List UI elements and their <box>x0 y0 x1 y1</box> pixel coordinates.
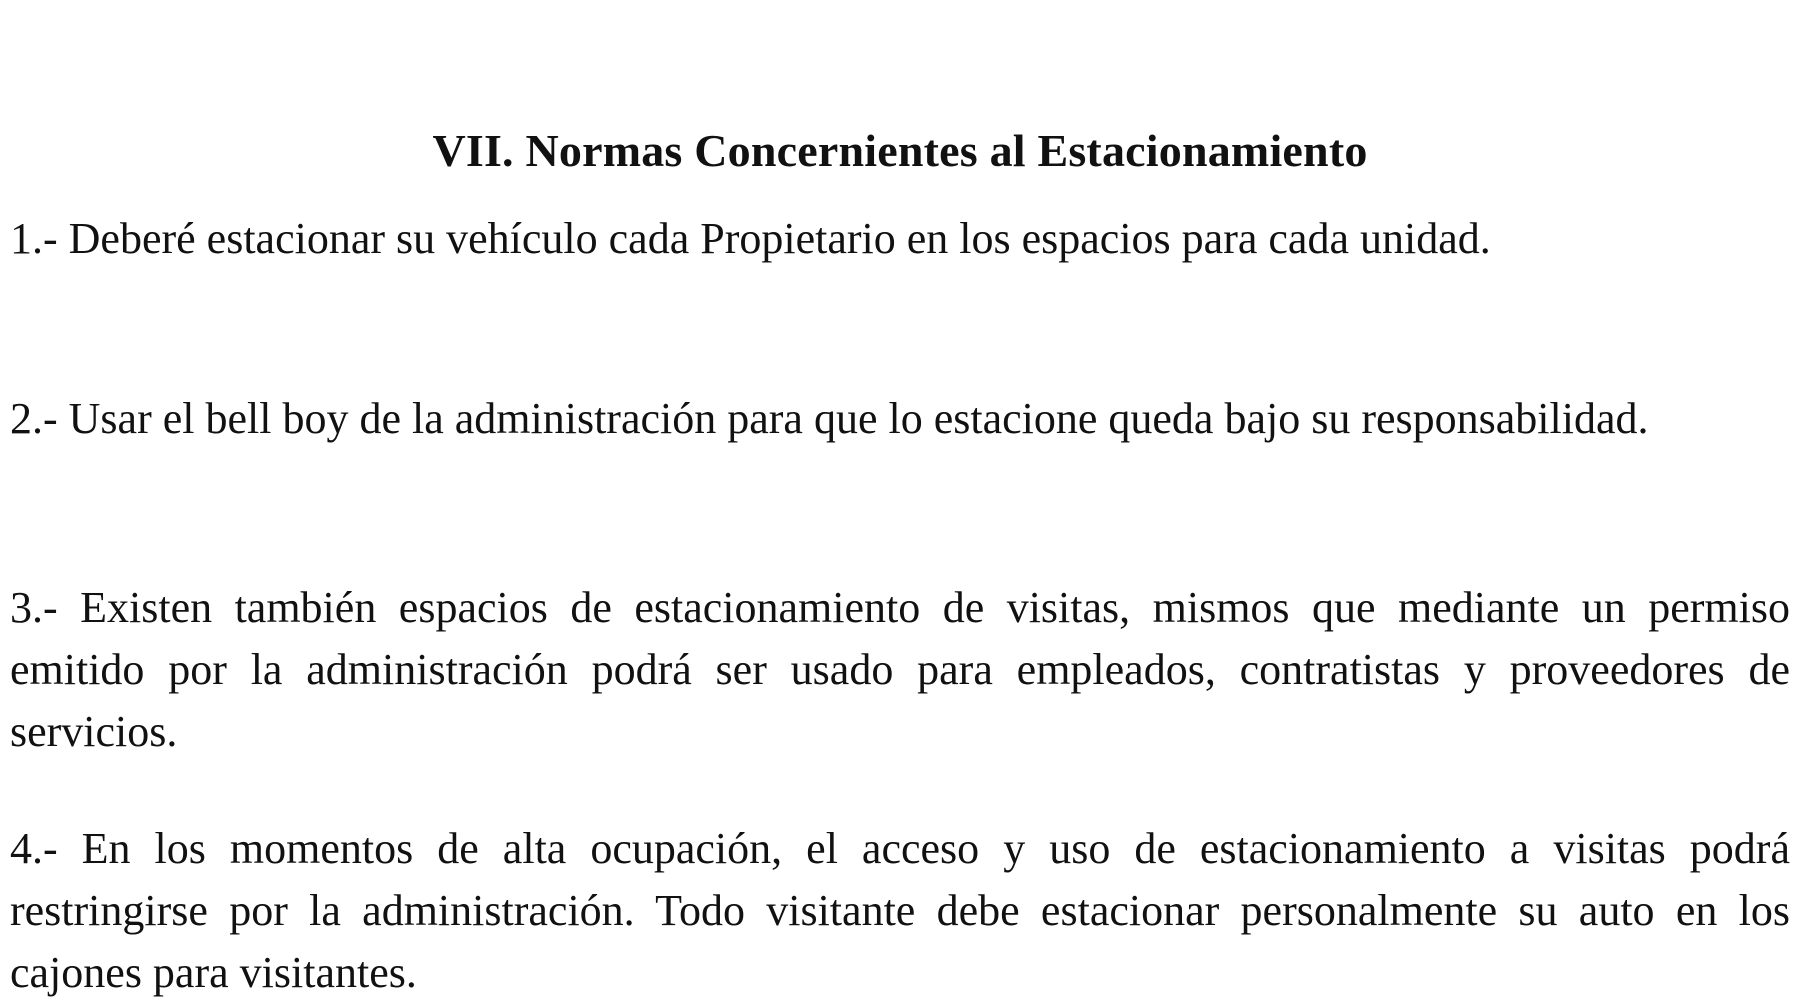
parking-rule-3: 3.- Existen también espacios de estacionamiento de visitas, mismos que mediante un permiso emitido por la administración podrá ser usado para empleados, contratistas y proveedores de servicios. <box>10 583 1790 756</box>
parking-rule-1: 1.- Deberé estacionar su vehículo cada Propietario en los espacios para cada unidad. <box>10 214 1491 263</box>
parking-rule-4: 4.- En los momentos de alta ocupación, el acceso y uso de estacionamiento a visitas podrá restringirse por la administración. Todo visitante debe estacionar personalmente su auto en los cajones para visitantes. <box>10 824 1790 997</box>
section-title: VII. Normas Concernientes al Estacionamiento <box>432 124 1368 176</box>
parking-rule-2: 2.- Usar el bell boy de la administración para que lo estacione queda bajo su responsabilidad. <box>10 394 1649 443</box>
